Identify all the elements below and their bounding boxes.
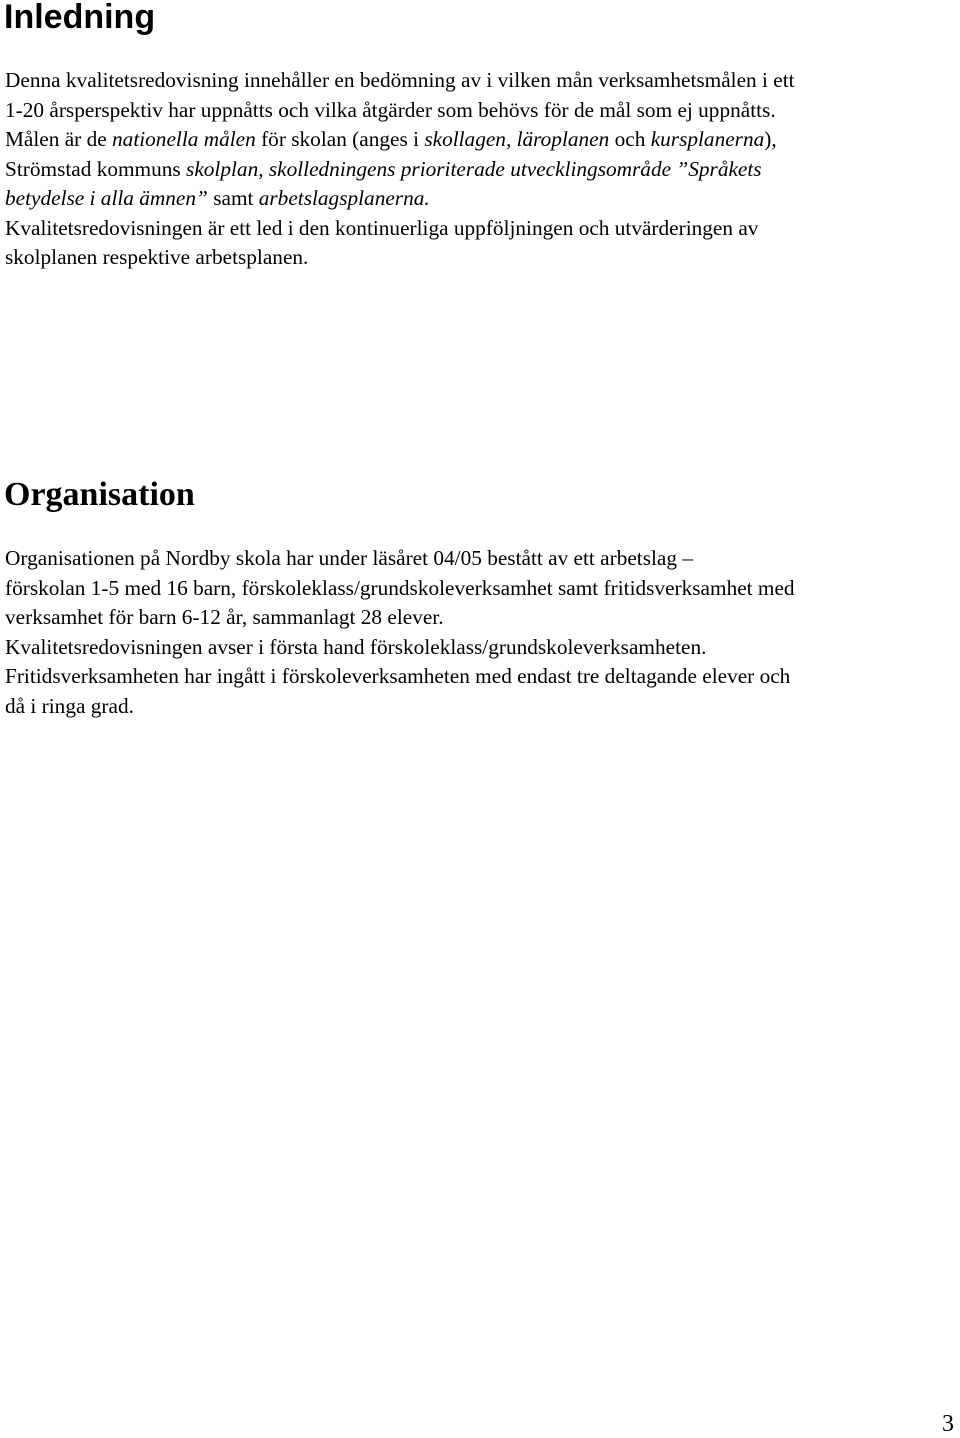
italic-term-kursplanerna: kursplanerna: [650, 127, 765, 151]
text-segment: ),: [764, 127, 777, 151]
intro-line-2: 1-20 årsperspektiv har uppnåtts och vilka åtgärder som behövs för de mål som ej uppnåtts.: [5, 97, 776, 122]
intro-line-5: [5, 184, 795, 214]
intro-line-6: Kvalitetsredovisningen är ett led i den kontinuerliga uppföljningen och utvärderingen av: [5, 215, 759, 240]
italic-term-skollagen-laroplanen: skollagen, läroplanen: [424, 127, 610, 151]
intro-line-3: [5, 125, 795, 155]
organisation-paragraph: [5, 544, 795, 721]
italic-term-sprakets-betydelse: betydelse i alla ämnen”: [5, 186, 208, 210]
text-segment: och: [609, 127, 651, 151]
organisation-line: Kvalitetsredovisningen avser i första hand förskoleklass/grundskoleverksamheten.: [5, 634, 707, 659]
organisation-line: Fritidsverksamheten har ingått i förskoleverksamheten med endast tre deltagande elever och: [5, 664, 791, 688]
text-segment: Strömstad kommuns: [5, 156, 187, 181]
organisation-line: verksamhet för barn 6-12 år, sammanlagt 28 elever.: [5, 605, 444, 629]
intro-paragraph: [5, 66, 795, 273]
italic-term-arbetslagsplanerna: arbetslagsplanerna.: [258, 186, 430, 210]
italic-term-skolplan: skolplan, skolledningens prioriterade utvecklingsområde ”Språkets: [186, 156, 762, 181]
italic-term-nationella-malen: nationella målen: [112, 127, 256, 151]
page-number: 3: [942, 1411, 954, 1437]
text-segment: för skolan (anges i: [255, 127, 425, 151]
organisation-line: förskolan 1-5 med 16 barn, förskoleklass/grundskoleverksamhet samt fritidsverksamhet med: [5, 575, 795, 600]
intro-line-4: [5, 155, 795, 185]
organisation-line: då i ringa grad.: [5, 693, 134, 718]
organisation-line: Organisationen på Nordby skola har under läsåret 04/05 bestått av ett arbetslag –: [5, 546, 693, 570]
intro-line-7: skolplanen respektive arbetsplanen.: [5, 245, 309, 269]
text-segment: Målen är de: [5, 127, 113, 151]
section-heading-inledning: Inledning: [4, 0, 156, 36]
section-heading-organisation: Organisation: [4, 476, 195, 513]
text-segment: samt: [207, 186, 259, 210]
intro-line-1: Denna kvalitetsredovisning innehåller en bedömning av i vilken mån verksamhetsmålen i ett: [5, 68, 795, 92]
